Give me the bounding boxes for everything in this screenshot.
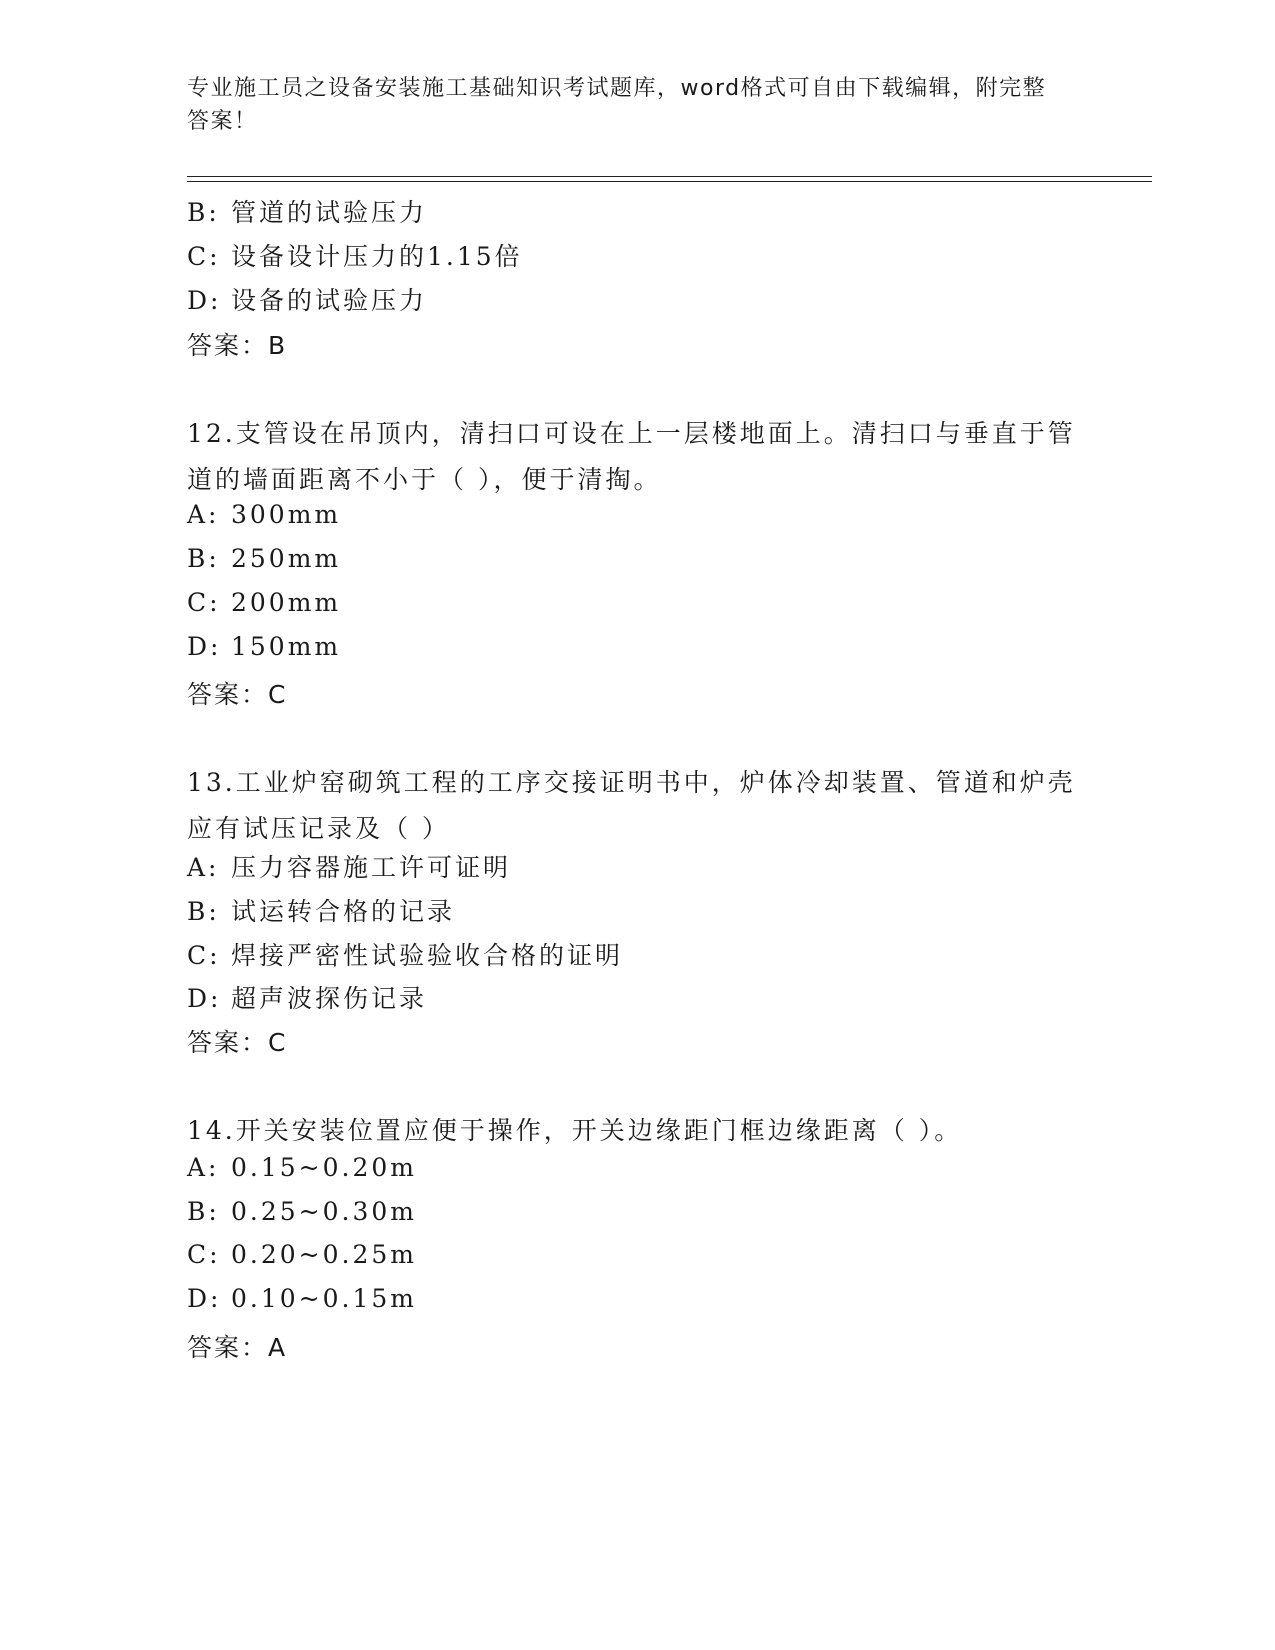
option-key: B:	[187, 897, 220, 926]
option-key: D:	[187, 1284, 222, 1313]
q12-option-c	[187, 588, 341, 617]
option-key: C:	[187, 242, 221, 271]
option-key: B:	[187, 1197, 220, 1226]
option-text: 超声波探伤记录	[231, 984, 428, 1013]
q14-answer: 答案：A	[187, 1333, 288, 1362]
option-text: 管道的试验压力	[231, 198, 428, 227]
q13-option-b	[187, 892, 455, 928]
option-key: B:	[187, 544, 220, 573]
q12-answer: 答案：C	[187, 680, 288, 709]
option-key: A:	[187, 853, 220, 882]
option-text: 0.10~0.15m	[231, 1284, 417, 1313]
option-key: C:	[187, 941, 221, 970]
option-key: D:	[187, 632, 222, 661]
option-key: A:	[187, 1153, 220, 1182]
option-key: C:	[187, 588, 221, 617]
q12-option-d	[187, 632, 341, 661]
option-text: 试运转合格的记录	[231, 897, 456, 926]
option-text: 150mm	[231, 632, 342, 661]
option-text: 压力容器施工许可证明	[231, 853, 512, 882]
q11-option-c	[187, 237, 523, 273]
option-text: 300mm	[231, 500, 342, 529]
option-text: 0.25~0.30m	[231, 1197, 417, 1226]
option-key: D:	[187, 286, 222, 315]
q11-option-b	[187, 193, 427, 229]
header-divider-top	[187, 176, 1152, 177]
q11-answer: 答案：B	[187, 331, 288, 360]
q14-option-a	[187, 1153, 417, 1182]
header-divider-bottom	[187, 181, 1152, 182]
option-text: 设备的试验压力	[231, 286, 428, 315]
q13-option-a	[187, 848, 511, 884]
q13-option-c	[187, 936, 623, 972]
option-key: A:	[187, 500, 220, 529]
q12-option-a	[187, 500, 341, 529]
option-text: 0.20~0.25m	[231, 1240, 417, 1269]
option-key: D:	[187, 984, 222, 1013]
q12-option-b	[187, 544, 341, 573]
document-header: 专业施工员之设备安装施工基础知识考试题库，word格式可自由下载编辑，附完整答案！	[187, 76, 1047, 134]
option-text: 0.15~0.20m	[231, 1153, 417, 1182]
q13-answer: 答案：C	[187, 1028, 288, 1057]
q13-option-d	[187, 979, 427, 1015]
option-text: 250mm	[231, 544, 342, 573]
q13-question: 13.工业炉窑砌筑工程的工序交接证明书中，炉体冷却装置、管道和炉壳应有试压记录及（ ）	[187, 768, 1076, 843]
option-text: 设备设计压力的1.15倍	[231, 242, 523, 271]
q11-option-d	[187, 281, 427, 317]
q14-option-d	[187, 1284, 417, 1313]
option-key: B:	[187, 198, 220, 227]
option-key: C:	[187, 1240, 221, 1269]
q14-question: 14.开关安装位置应便于操作，开关边缘距门框边缘距离（ ）。	[187, 1116, 963, 1145]
q14-option-c	[187, 1240, 417, 1269]
q14-option-b	[187, 1197, 417, 1226]
q12-question: 12.支管设在吊顶内，清扫口可设在上一层楼地面上。清扫口与垂直于管道的墙面距离不小于（ ），便于清掏。	[187, 419, 1076, 494]
option-text: 焊接严密性试验验收合格的证明	[231, 941, 624, 970]
option-text: 200mm	[231, 588, 342, 617]
